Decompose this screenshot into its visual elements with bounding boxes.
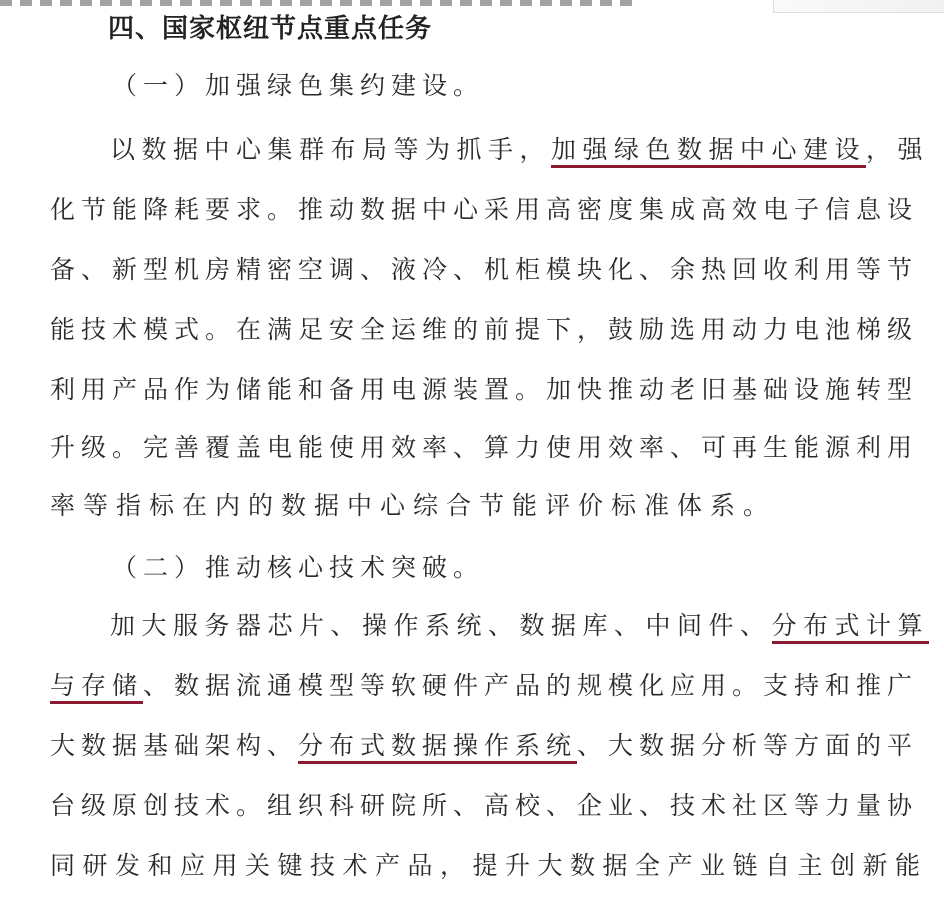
- text-segment: 加大服务器芯片、操作系统、数据库、中间件、: [110, 611, 772, 640]
- underlined-phrase: 分布式数据操作系统: [298, 731, 577, 764]
- paragraph-2-line-2: [50, 666, 918, 702]
- subsection-heading-1: （一）加强绿色集约建设。: [112, 71, 485, 100]
- paragraph-2-line-3: [50, 726, 918, 762]
- paragraph-1-line-3: 备、新型机房精密空调、液冷、机柜模块化、余热回收利用等节: [50, 255, 919, 284]
- underlined-phrase: 与存储: [50, 671, 143, 704]
- text-segment: 、数据流通模型等软硬件产品的规模化应用。支持和推广: [143, 671, 919, 700]
- text-segment: ，强: [866, 135, 930, 164]
- paragraph-1-line-6: 升级。完善覆盖电能使用效率、算力使用效率、可再生能源利用: [50, 433, 919, 462]
- paragraph-2-line-1: [110, 606, 929, 642]
- underlined-phrase: 分布式计算: [772, 611, 930, 644]
- underlined-phrase: 加强绿色数据中心建设: [551, 135, 866, 168]
- paragraph-2-line-4: 台级原创技术。组织科研院所、高校、企业、技术社区等力量协: [50, 791, 919, 820]
- subsection-heading-2: （二）推动核心技术突破。: [112, 553, 485, 582]
- paragraph-1-line-7: 率等指标在内的数据中心综合节能评价标准体系。: [50, 491, 777, 520]
- cropped-corner-box: [773, 0, 944, 13]
- text-segment: 大数据基础架构、: [50, 731, 299, 760]
- paragraph-1-line-4: 能技术模式。在满足安全运维的前提下，鼓励选用动力电池梯级: [50, 315, 919, 344]
- text-segment: 以数据中心集群布局等为抓手，: [110, 135, 552, 164]
- paragraph-1-line-1: [110, 130, 929, 166]
- paragraph-1-line-2: 化节能降耗要求。推动数据中心采用高密度集成高效电子信息设: [50, 195, 919, 224]
- section-title: 四、国家枢纽节点重点任务: [108, 14, 433, 44]
- cropped-text-fragment: [0, 0, 640, 6]
- paragraph-2-line-5: 同研发和应用关键技术产品，提升大数据全产业链自主创新能: [50, 851, 928, 880]
- text-segment: 、大数据分析等方面的平: [577, 731, 919, 760]
- paragraph-1-line-5: 利用产品作为储能和备用电源装置。加快推动老旧基础设施转型: [50, 375, 919, 404]
